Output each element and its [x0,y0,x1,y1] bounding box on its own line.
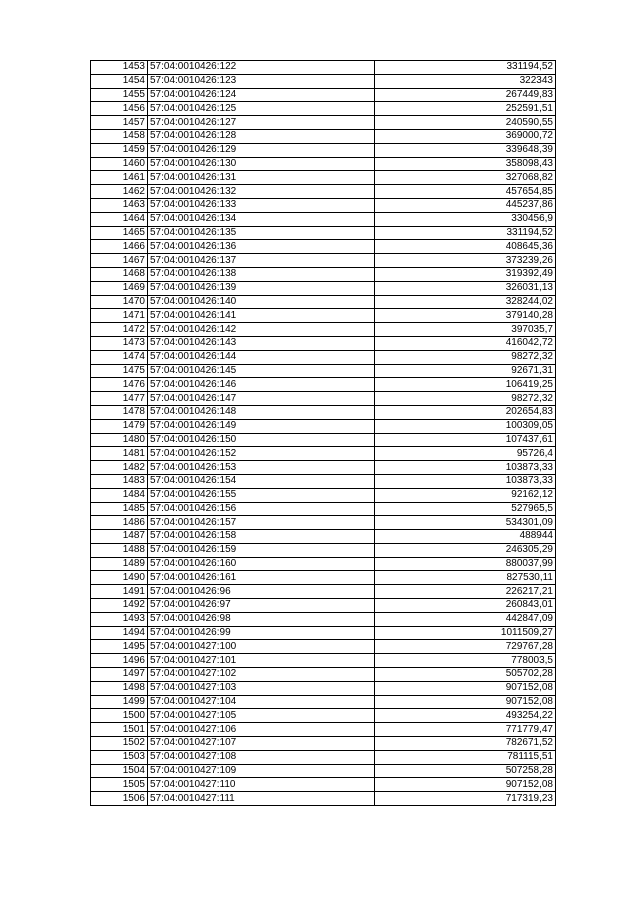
cadastral-number: 57:04:0010426:140 [148,295,375,309]
cadastral-number: 57:04:0010426:132 [148,185,375,199]
row-number: 1488 [91,543,148,557]
cadastral-number: 57:04:0010426:127 [148,116,375,130]
cadastral-number: 57:04:0010426:154 [148,474,375,488]
row-number: 1464 [91,212,148,226]
cadastral-value: 493254,22 [375,709,556,723]
row-number: 1462 [91,185,148,199]
table-row [91,267,556,281]
cadastral-number: 57:04:0010427:111 [148,792,375,806]
row-number: 1470 [91,295,148,309]
table-row [91,74,556,88]
table-row [91,737,556,751]
cadastral-value: 488944 [375,530,556,544]
cadastral-value: 260843,01 [375,599,556,613]
cadastral-number: 57:04:0010426:157 [148,516,375,530]
row-number: 1495 [91,640,148,654]
table-row [91,654,556,668]
cadastral-number: 57:04:0010426:139 [148,281,375,295]
cadastral-number: 57:04:0010427:110 [148,778,375,792]
cadastral-value: 240590,55 [375,116,556,130]
cadastral-number: 57:04:0010426:135 [148,226,375,240]
row-number: 1482 [91,461,148,475]
cadastral-number: 57:04:0010427:104 [148,695,375,709]
cadastral-number: 57:04:0010426:137 [148,254,375,268]
row-number: 1506 [91,792,148,806]
cadastral-number: 57:04:0010426:153 [148,461,375,475]
cadastral-number: 57:04:0010426:156 [148,502,375,516]
cadastral-number: 57:04:0010426:161 [148,571,375,585]
cadastral-number: 57:04:0010427:107 [148,737,375,751]
cadastral-number: 57:04:0010427:105 [148,709,375,723]
row-number: 1489 [91,557,148,571]
row-number: 1499 [91,695,148,709]
cadastral-value: 408645,36 [375,240,556,254]
cadastral-value: 907152,08 [375,681,556,695]
row-number: 1496 [91,654,148,668]
table-row [91,61,556,75]
cadastral-value: 92162,12 [375,488,556,502]
row-number: 1461 [91,171,148,185]
table-row [91,668,556,682]
table-row [91,516,556,530]
cadastral-number: 57:04:0010426:148 [148,405,375,419]
cadastral-number: 57:04:0010426:147 [148,392,375,406]
row-number: 1486 [91,516,148,530]
row-number: 1490 [91,571,148,585]
cadastral-value: 92671,31 [375,364,556,378]
table-row [91,640,556,654]
cadastral-value: 98272,32 [375,350,556,364]
cadastral-value: 98272,32 [375,392,556,406]
cadastral-number: 57:04:0010426:155 [148,488,375,502]
table-row [91,240,556,254]
row-number: 1469 [91,281,148,295]
table-row [91,281,556,295]
cadastral-value: 226217,21 [375,585,556,599]
table-row [91,709,556,723]
cadastral-number: 57:04:0010426:124 [148,88,375,102]
table-row [91,198,556,212]
table-row [91,185,556,199]
table-row [91,419,556,433]
cadastral-number: 57:04:0010426:134 [148,212,375,226]
cadastral-number: 57:04:0010426:150 [148,433,375,447]
cadastral-number: 57:04:0010426:136 [148,240,375,254]
row-number: 1484 [91,488,148,502]
table-row [91,626,556,640]
cadastral-value: 442847,09 [375,612,556,626]
cadastral-value: 326031,13 [375,281,556,295]
cadastral-value: 267449,83 [375,88,556,102]
table-row [91,695,556,709]
row-number: 1476 [91,378,148,392]
cadastral-number: 57:04:0010426:96 [148,585,375,599]
table-row [91,405,556,419]
cadastral-number: 57:04:0010426:160 [148,557,375,571]
table-row [91,433,556,447]
cadastral-value: 358098,43 [375,157,556,171]
cadastral-number: 57:04:0010427:108 [148,750,375,764]
row-number: 1502 [91,737,148,751]
cadastral-value: 328244,02 [375,295,556,309]
cadastral-number: 57:04:0010426:125 [148,102,375,116]
cadastral-value-table [90,60,556,806]
row-number: 1468 [91,267,148,281]
table-row [91,116,556,130]
table-row [91,378,556,392]
cadastral-value: 771779,47 [375,723,556,737]
table-row [91,88,556,102]
table-row [91,102,556,116]
cadastral-value: 95726,4 [375,447,556,461]
cadastral-value: 373239,26 [375,254,556,268]
cadastral-number: 57:04:0010426:133 [148,198,375,212]
cadastral-value: 331194,52 [375,226,556,240]
row-number: 1474 [91,350,148,364]
table-row [91,254,556,268]
cadastral-value: 202654,83 [375,405,556,419]
table-row [91,350,556,364]
row-number: 1479 [91,419,148,433]
cadastral-value: 907152,08 [375,695,556,709]
row-number: 1497 [91,668,148,682]
cadastral-value: 319392,49 [375,267,556,281]
row-number: 1475 [91,364,148,378]
table-row [91,792,556,806]
table-row [91,599,556,613]
cadastral-value: 416042,72 [375,336,556,350]
row-number: 1471 [91,309,148,323]
cadastral-value: 507258,28 [375,764,556,778]
row-number: 1503 [91,750,148,764]
table-row [91,336,556,350]
cadastral-number: 57:04:0010426:129 [148,143,375,157]
row-number: 1472 [91,323,148,337]
cadastral-number: 57:04:0010426:138 [148,267,375,281]
cadastral-value: 717319,23 [375,792,556,806]
row-number: 1466 [91,240,148,254]
cadastral-number: 57:04:0010426:130 [148,157,375,171]
table-row [91,392,556,406]
row-number: 1467 [91,254,148,268]
cadastral-number: 57:04:0010426:152 [148,447,375,461]
cadastral-value: 445237,86 [375,198,556,212]
cadastral-value: 331194,52 [375,61,556,75]
cadastral-number: 57:04:0010427:101 [148,654,375,668]
row-number: 1460 [91,157,148,171]
cadastral-number: 57:04:0010427:103 [148,681,375,695]
row-number: 1487 [91,530,148,544]
table-row [91,543,556,557]
table-row [91,461,556,475]
row-number: 1454 [91,74,148,88]
table-row [91,171,556,185]
row-number: 1500 [91,709,148,723]
row-number: 1501 [91,723,148,737]
row-number: 1456 [91,102,148,116]
row-number: 1494 [91,626,148,640]
table-row [91,129,556,143]
cadastral-value: 327068,82 [375,171,556,185]
table-row [91,557,556,571]
table-row [91,488,556,502]
cadastral-value: 107437,61 [375,433,556,447]
cadastral-value: 527965,5 [375,502,556,516]
row-number: 1457 [91,116,148,130]
cadastral-value: 103873,33 [375,474,556,488]
cadastral-value: 246305,29 [375,543,556,557]
cadastral-number: 57:04:0010426:159 [148,543,375,557]
cadastral-number: 57:04:0010426:98 [148,612,375,626]
row-number: 1481 [91,447,148,461]
table-row [91,778,556,792]
table-row [91,143,556,157]
cadastral-number: 57:04:0010426:131 [148,171,375,185]
cadastral-value: 252591,51 [375,102,556,116]
cadastral-value: 781115,51 [375,750,556,764]
cadastral-value: 330456,9 [375,212,556,226]
row-number: 1485 [91,502,148,516]
table-row [91,474,556,488]
table-row [91,323,556,337]
cadastral-value: 397035,7 [375,323,556,337]
table-row [91,309,556,323]
cadastral-number: 57:04:0010426:122 [148,61,375,75]
cadastral-number: 57:04:0010426:143 [148,336,375,350]
row-number: 1505 [91,778,148,792]
row-number: 1453 [91,61,148,75]
table-row [91,585,556,599]
cadastral-value: 729767,28 [375,640,556,654]
cadastral-value: 339648,39 [375,143,556,157]
row-number: 1473 [91,336,148,350]
cadastral-value: 1011509,27 [375,626,556,640]
cadastral-number: 57:04:0010426:128 [148,129,375,143]
cadastral-number: 57:04:0010426:149 [148,419,375,433]
row-number: 1459 [91,143,148,157]
cadastral-value: 106419,25 [375,378,556,392]
cadastral-number: 57:04:0010427:102 [148,668,375,682]
cadastral-value: 457654,85 [375,185,556,199]
table-row [91,764,556,778]
row-number: 1458 [91,129,148,143]
table-row [91,530,556,544]
row-number: 1478 [91,405,148,419]
cadastral-value: 534301,09 [375,516,556,530]
row-number: 1492 [91,599,148,613]
cadastral-value: 778003,5 [375,654,556,668]
cadastral-number: 57:04:0010426:158 [148,530,375,544]
row-number: 1480 [91,433,148,447]
table-row [91,212,556,226]
cadastral-value: 369000,72 [375,129,556,143]
cadastral-value: 880037,99 [375,557,556,571]
row-number: 1504 [91,764,148,778]
row-number: 1498 [91,681,148,695]
row-number: 1463 [91,198,148,212]
cadastral-number: 57:04:0010426:99 [148,626,375,640]
cadastral-number: 57:04:0010426:144 [148,350,375,364]
cadastral-number: 57:04:0010427:106 [148,723,375,737]
cadastral-value: 322343 [375,74,556,88]
cadastral-value: 827530,11 [375,571,556,585]
cadastral-number: 57:04:0010427:100 [148,640,375,654]
table-row [91,723,556,737]
table-row [91,447,556,461]
cadastral-value: 379140,28 [375,309,556,323]
cadastral-number: 57:04:0010426:97 [148,599,375,613]
cadastral-value: 907152,08 [375,778,556,792]
row-number: 1477 [91,392,148,406]
cadastral-value: 505702,28 [375,668,556,682]
cadastral-value: 782671,52 [375,737,556,751]
table-row [91,295,556,309]
row-number: 1455 [91,88,148,102]
cadastral-number: 57:04:0010426:146 [148,378,375,392]
cadastral-value: 103873,33 [375,461,556,475]
cadastral-value: 100309,05 [375,419,556,433]
table-row [91,612,556,626]
table-body [91,61,556,806]
row-number: 1491 [91,585,148,599]
table-row [91,571,556,585]
table-row [91,502,556,516]
cadastral-number: 57:04:0010426:123 [148,74,375,88]
cadastral-number: 57:04:0010426:145 [148,364,375,378]
table-row [91,364,556,378]
table-row [91,750,556,764]
table-row [91,226,556,240]
row-number: 1493 [91,612,148,626]
cadastral-number: 57:04:0010427:109 [148,764,375,778]
row-number: 1465 [91,226,148,240]
table-row [91,681,556,695]
row-number: 1483 [91,474,148,488]
table-row [91,157,556,171]
cadastral-number: 57:04:0010426:142 [148,323,375,337]
cadastral-number: 57:04:0010426:141 [148,309,375,323]
